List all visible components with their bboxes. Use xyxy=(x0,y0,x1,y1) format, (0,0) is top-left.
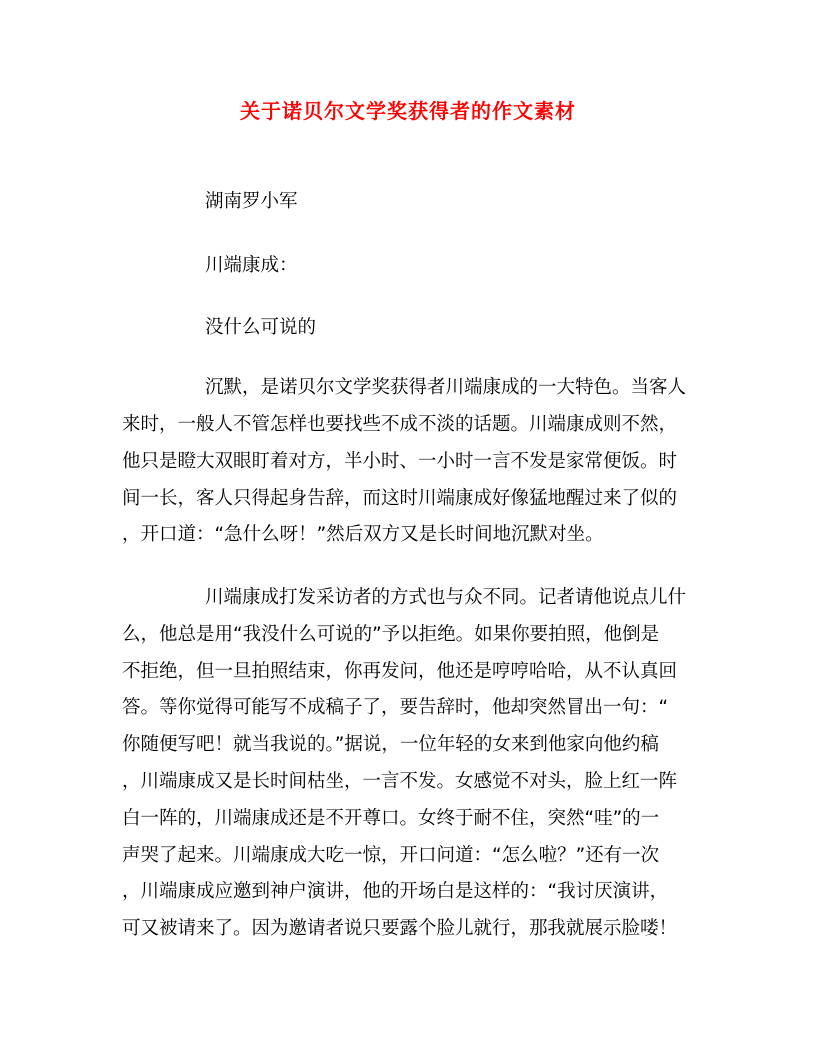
subject-line: 川端康成： xyxy=(205,255,298,276)
paragraph-line: 来时，一般人不管怎样也要找些不成不淡的话题。川端康成则不然， xyxy=(122,414,678,435)
document-title: 关于诺贝尔文学奖获得者的作文素材 xyxy=(240,99,576,123)
subtitle-line: 没什么可说的 xyxy=(205,317,317,338)
author-line: 湖南罗小军 xyxy=(205,191,298,212)
paragraph-line: 声哭了起来。川端康成大吃一惊，开口问道：“怎么啦？”还有一次 xyxy=(122,845,660,866)
paragraph-line: ，开口道：“急什么呀！”然后双方又是长时间地沉默对坐。 xyxy=(122,524,604,545)
paragraph-line: 白一阵的，川端康成还是不开尊口。女终于耐不住，突然“哇”的一 xyxy=(122,808,660,829)
paragraph-line: 沉默，是诺贝尔文学奖获得者川端康成的一大特色。当客人 xyxy=(205,377,687,398)
paragraph-line: 川端康成打发采访者的方式也与众不同。记者请他说点儿什 xyxy=(205,587,687,608)
paragraph-line: 间一长，客人只得起身告辞，而这时川端康成好像猛地醒过来了似的 xyxy=(122,488,678,509)
paragraph-line: 可又被请来了。因为邀请者说只要露个脸儿就行，那我就展示脸喽！ xyxy=(122,918,678,939)
paragraph-line: 答。等你觉得可能写不成稿子了，要告辞时，他却突然冒出一句：“ xyxy=(122,697,669,718)
paragraph-line: 不拒绝，但一旦拍照结束，你再发问，他还是哼哼哈哈，从不认真回 xyxy=(122,661,678,682)
paragraph-line: 么，他总是用“我没什么可说的”予以拒绝。如果你要拍照，他倒是 xyxy=(122,624,660,645)
paragraph-line: ，川端康成又是长时间枯坐，一言不发。女感觉不对头，脸上红一阵 xyxy=(122,771,678,792)
paragraph-line: 他只是瞪大双眼盯着对方，半小时、一小时一言不发是家常便饭。时 xyxy=(122,451,678,472)
paragraph-line: ，川端康成应邀到神户演讲，他的开场白是这样的：“我讨厌演讲， xyxy=(122,881,669,902)
paragraph-line: 你随便写吧！就当我说的。”据说，一位年轻的女来到他家向他约稿 xyxy=(122,734,659,755)
